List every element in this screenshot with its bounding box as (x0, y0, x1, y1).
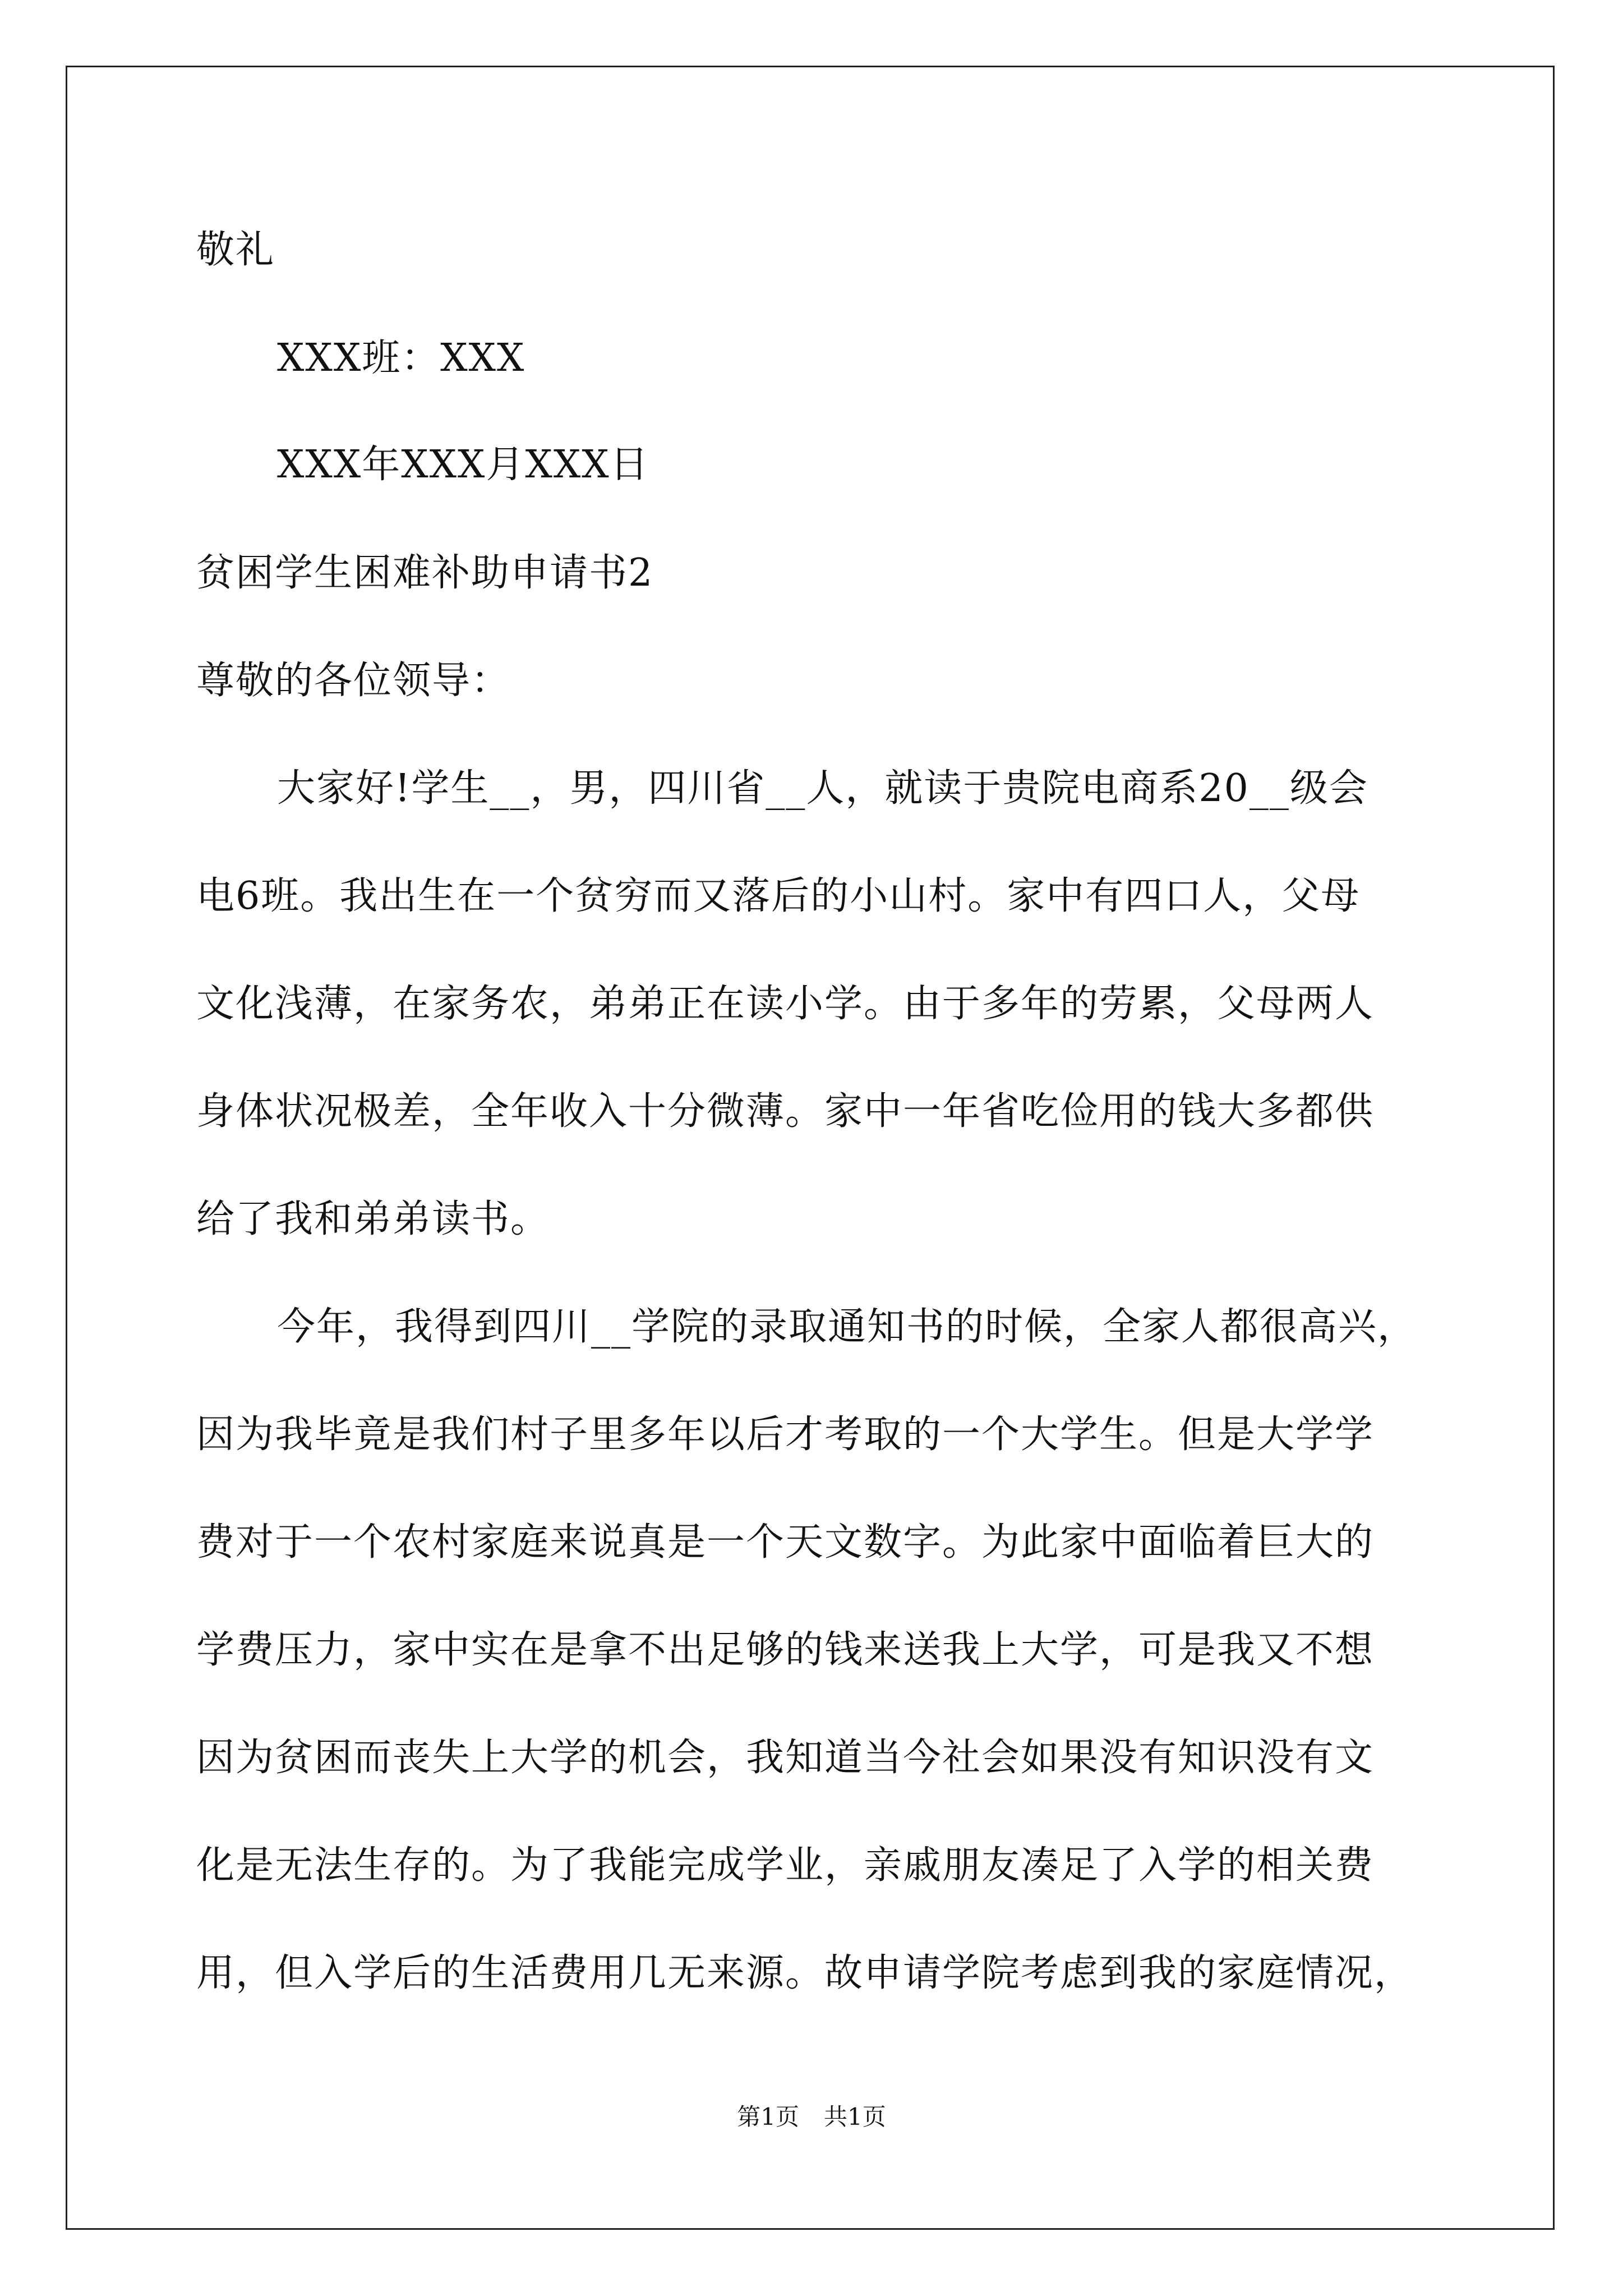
body-line: 电6班。我出生在一个贫穷而又落后的小山村。家中有四口人，父母 (196, 874, 1361, 918)
body-line: 化是无法生存的。为了我能完成学业，亲戚朋友凑足了入学的相关费 (196, 1843, 1375, 1888)
body-line: 今年，我得到四川__学院的录取通知书的时候，全家人都很高兴， (277, 1305, 1417, 1349)
page-total: 共1页 (824, 2103, 886, 2131)
body-line: 给了我和弟弟读书。 (196, 1197, 550, 1241)
signature-class-name: XXX班：XXX (277, 336, 525, 380)
closing-salutation: 敬礼 (196, 228, 275, 272)
body-line: 用，但入学后的生活费用几无来源。故申请学院考虑到我的家庭情况， (196, 1951, 1414, 1995)
greeting: 尊敬的各位领导： (196, 659, 511, 703)
body-line: 大家好!学生__，男，四川省__人，就读于贵院电商系20__级会 (277, 766, 1368, 811)
page-number: 第1页 (737, 2103, 799, 2131)
body-line: 因为贫困而丧失上大学的机会，我知道当今社会如果没有知识没有文 (196, 1736, 1375, 1780)
body-line: 身体状况极差，全年收入十分微薄。家中一年省吃俭用的钱大多都供 (196, 1089, 1375, 1134)
page-footer (0, 2099, 1623, 2132)
body-line: 因为我毕竟是我们村子里多年以后才考取的一个大学生。但是大学学 (196, 1412, 1375, 1457)
signature-date: XXX年XXX月XXX日 (277, 443, 649, 487)
body-line: 文化浅薄，在家务农，弟弟正在读小学。由于多年的劳累，父母两人 (196, 982, 1375, 1026)
document-heading: 贫困学生困难补助申请书2 (196, 551, 654, 595)
body-line: 学费压力，家中实在是拿不出足够的钱来送我上大学，可是我又不想 (196, 1628, 1375, 1672)
body-line: 费对于一个农村家庭来说真是一个天文数字。为此家中面临着巨大的 (196, 1520, 1375, 1565)
page-border (66, 66, 1555, 2230)
